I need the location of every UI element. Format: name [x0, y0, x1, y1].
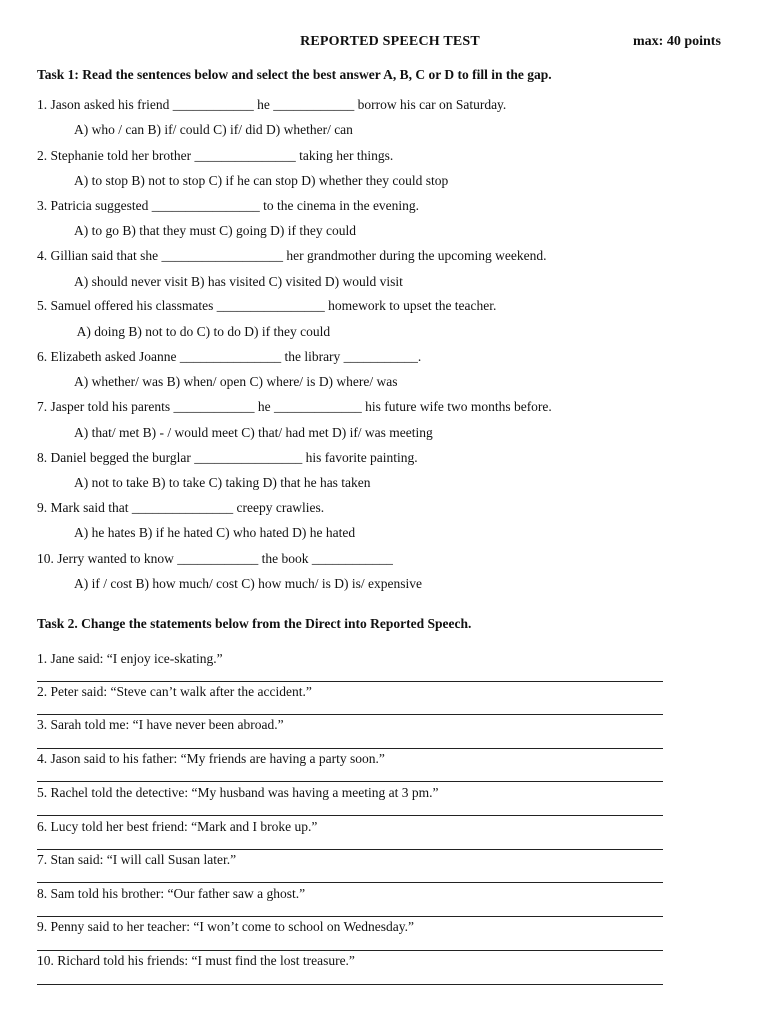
task1-question: 8. Daniel begged the burglar ________________ his favorite painting.: [37, 450, 418, 465]
answer-line[interactable]: [37, 984, 663, 985]
answer-line[interactable]: [37, 781, 663, 782]
answer-line[interactable]: [37, 714, 663, 715]
task2-item: 4. Jason said to his father: “My friends are having a party soon.”: [37, 751, 385, 766]
task1-heading: Task 1: Read the sentences below and select the best answer A, B, C or D to fill in the gap.: [37, 67, 552, 82]
task1-question: 2. Stephanie told her brother _______________ taking her things.: [37, 148, 394, 163]
task1-question: 6. Elizabeth asked Joanne _______________ the library ___________.: [37, 349, 422, 364]
task1-question: 10. Jerry wanted to know ____________ the book ____________: [37, 551, 393, 566]
task2-item: 5. Rachel told the detective: “My husband was having a meeting at 3 pm.”: [37, 785, 439, 800]
answer-line[interactable]: [37, 950, 663, 951]
task1-question: 9. Mark said that _______________ creepy crawlies.: [37, 500, 325, 515]
task1-question: 4. Gillian said that she __________________ her grandmother during the upcoming weekend.: [37, 248, 547, 263]
task1-options: A) doing B) not to do C) to do D) if they could: [74, 324, 331, 339]
answer-line[interactable]: [37, 849, 663, 850]
task1-options: A) should never visit B) has visited C) visited D) would visit: [74, 274, 403, 289]
task1-options: A) whether/ was B) when/ open C) where/ is D) where/ was: [74, 374, 398, 389]
task1-question: 3. Patricia suggested ________________ to the cinema in the evening.: [37, 198, 420, 213]
answer-line[interactable]: [37, 882, 663, 883]
task1-options: A) if / cost B) how much/ cost C) how much/ is D) is/ expensive: [74, 576, 422, 591]
answer-line[interactable]: [37, 815, 663, 816]
task2-item: 3. Sarah told me: “I have never been abroad.”: [37, 717, 284, 732]
task2-item: 9. Penny said to her teacher: “I won’t come to school on Wednesday.”: [37, 919, 414, 934]
answer-line[interactable]: [37, 748, 663, 749]
answer-line[interactable]: [37, 916, 663, 917]
task2-item: 6. Lucy told her best friend: “Mark and I broke up.”: [37, 819, 318, 834]
task2-item: 10. Richard told his friends: “I must find the lost treasure.”: [37, 953, 355, 968]
task2-item: 7. Stan said: “I will call Susan later.”: [37, 852, 237, 867]
task2-item: 2. Peter said: “Steve can’t walk after the accident.”: [37, 684, 312, 699]
task1-options: A) that/ met B) - / would meet C) that/ had met D) if/ was meeting: [74, 425, 433, 440]
max-points: max: 40 points: [633, 34, 721, 49]
task1-question: 1. Jason asked his friend ____________ he ____________ borrow his car on Saturday.: [37, 97, 507, 112]
task1-options: A) he hates B) if he hated C) who hated D) he hated: [74, 525, 356, 540]
task2-heading: Task 2. Change the statements below from the Direct into Reported Speech.: [37, 616, 472, 631]
task1-options: A) who / can B) if/ could C) if/ did D) whether/ can: [74, 122, 353, 137]
task2-item: 8. Sam told his brother: “Our father saw a ghost.”: [37, 886, 306, 901]
task1-options: A) to go B) that they must C) going D) if they could: [74, 223, 356, 238]
task2-item: 1. Jane said: “I enjoy ice-skating.”: [37, 651, 223, 666]
task1-question: 7. Jasper told his parents ____________ he _____________ his future wife two months before.: [37, 399, 552, 414]
test-title: REPORTED SPEECH TEST: [300, 34, 480, 49]
task1-options: A) to stop B) not to stop C) if he can stop D) whether they could stop: [74, 173, 449, 188]
task1-options: A) not to take B) to take C) taking D) that he has taken: [74, 475, 371, 490]
task1-question: 5. Samuel offered his classmates ________________ homework to upset the teacher.: [37, 298, 497, 313]
answer-line[interactable]: [37, 681, 663, 682]
